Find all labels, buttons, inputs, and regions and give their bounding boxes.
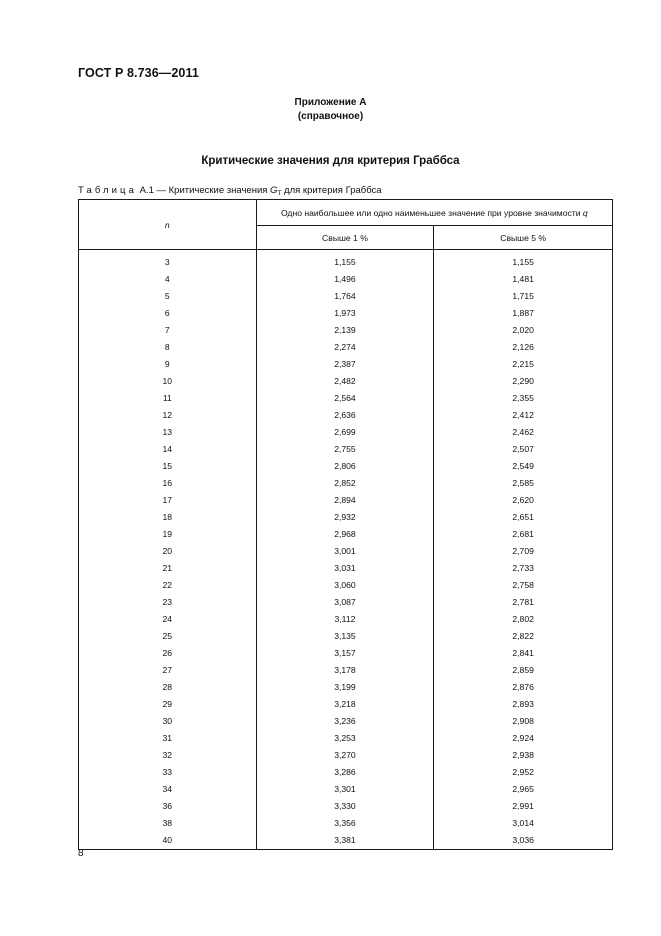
cell-n: 8 (79, 339, 257, 356)
cell-n: 5 (79, 288, 257, 305)
cell-n: 15 (79, 458, 257, 475)
cell-value-5-percent: 2,709 (434, 543, 613, 560)
cell-value-1-percent: 2,852 (256, 475, 434, 492)
table-row (79, 815, 613, 832)
cell-n: 7 (79, 322, 257, 339)
cell-n: 4 (79, 271, 257, 288)
appendix-type: (справочное) (297, 111, 364, 122)
cell-n: 14 (79, 441, 257, 458)
cell-n: 10 (79, 373, 257, 390)
column-group-header-text: Одно наибольшее или одно наименьшее значение при уровне значимости (280, 207, 583, 218)
cell-n: 3 (79, 254, 257, 271)
cell-n: 32 (79, 747, 257, 764)
cell-value-1-percent: 3,157 (256, 645, 434, 662)
table-row (79, 458, 613, 475)
cell-value-5-percent: 2,924 (434, 730, 613, 747)
document-code: ГОСТ Р 8.736—2011 (78, 66, 199, 80)
cell-value-5-percent: 3,014 (434, 815, 613, 832)
cell-value-1-percent: 3,286 (256, 764, 434, 781)
cell-n: 18 (79, 509, 257, 526)
table-row (79, 594, 613, 611)
cell-n: 23 (79, 594, 257, 611)
cell-value-5-percent: 2,412 (434, 407, 613, 424)
cell-value-1-percent: 3,356 (256, 815, 434, 832)
table-row (79, 356, 613, 373)
cell-n: 29 (79, 696, 257, 713)
cell-n: 28 (79, 679, 257, 696)
table-row (79, 543, 613, 560)
cell-n: 13 (79, 424, 257, 441)
cell-value-1-percent: 3,270 (256, 747, 434, 764)
cell-value-5-percent: 2,965 (434, 781, 613, 798)
cell-value-1-percent: 2,482 (256, 373, 434, 390)
cell-n: 31 (79, 730, 257, 747)
section-title: Критические значения для критерия Граббса (201, 155, 460, 167)
cell-value-5-percent: 1,481 (434, 271, 613, 288)
cell-n: 34 (79, 781, 257, 798)
cell-value-1-percent: 1,764 (256, 288, 434, 305)
table-row (79, 662, 613, 679)
table-row (79, 339, 613, 356)
table-body (79, 250, 613, 850)
table-caption (78, 185, 382, 197)
table-row (79, 526, 613, 543)
cell-value-1-percent: 3,330 (256, 798, 434, 815)
cell-value-5-percent: 1,715 (434, 288, 613, 305)
cell-n: 11 (79, 390, 257, 407)
cell-value-1-percent: 3,301 (256, 781, 434, 798)
cell-n: 6 (79, 305, 257, 322)
table-row (79, 509, 613, 526)
cell-n: 24 (79, 611, 257, 628)
column-group-header (256, 200, 612, 226)
table-row (79, 322, 613, 339)
table-row (79, 747, 613, 764)
cell-n: 12 (79, 407, 257, 424)
cell-value-5-percent: 2,781 (434, 594, 613, 611)
cell-value-1-percent: 2,636 (256, 407, 434, 424)
cell-value-1-percent: 2,564 (256, 390, 434, 407)
cell-value-5-percent: 3,036 (434, 832, 613, 850)
table-row (79, 475, 613, 492)
table-row (79, 424, 613, 441)
cell-value-1-percent: 2,968 (256, 526, 434, 543)
cell-n: 25 (79, 628, 257, 645)
cell-value-1-percent: 1,155 (256, 254, 434, 271)
column-header-n: n (79, 200, 257, 250)
table-row (79, 305, 613, 322)
cell-value-5-percent: 2,802 (434, 611, 613, 628)
cell-n: 22 (79, 577, 257, 594)
table-row (79, 730, 613, 747)
cell-value-5-percent: 2,893 (434, 696, 613, 713)
cell-n: 9 (79, 356, 257, 373)
cell-value-1-percent: 3,381 (256, 832, 434, 850)
cell-value-5-percent: 2,908 (434, 713, 613, 730)
cell-value-5-percent: 2,355 (434, 390, 613, 407)
cell-n: 20 (79, 543, 257, 560)
appendix-title: Приложение А (294, 97, 367, 108)
table-caption-number: А.1 (139, 185, 154, 196)
cell-value-1-percent: 3,135 (256, 628, 434, 645)
cell-value-1-percent: 2,755 (256, 441, 434, 458)
table-row (79, 832, 613, 850)
table-caption-text-before: — Критические значения (153, 185, 271, 196)
cell-value-5-percent: 2,859 (434, 662, 613, 679)
cell-value-5-percent: 2,758 (434, 577, 613, 594)
table-caption-symbol: G (270, 185, 278, 196)
cell-value-5-percent: 2,620 (434, 492, 613, 509)
table-caption-subscript: T (277, 190, 282, 197)
table-row (79, 798, 613, 815)
table-row (79, 560, 613, 577)
cell-value-5-percent: 2,952 (434, 764, 613, 781)
cell-value-5-percent: 2,938 (434, 747, 613, 764)
cell-value-5-percent: 2,733 (434, 560, 613, 577)
cell-value-5-percent: 2,462 (434, 424, 613, 441)
cell-value-5-percent: 2,290 (434, 373, 613, 390)
table-row (79, 254, 613, 271)
cell-value-1-percent: 3,218 (256, 696, 434, 713)
cell-value-1-percent: 3,112 (256, 611, 434, 628)
cell-n: 27 (79, 662, 257, 679)
cell-value-1-percent: 3,031 (256, 560, 434, 577)
table-row (79, 696, 613, 713)
cell-n: 38 (79, 815, 257, 832)
cell-n: 26 (79, 645, 257, 662)
cell-value-1-percent: 2,387 (256, 356, 434, 373)
column-group-header-symbol: q (582, 207, 588, 218)
table-row (79, 288, 613, 305)
cell-value-5-percent: 2,215 (434, 356, 613, 373)
cell-n: 19 (79, 526, 257, 543)
cell-n: 40 (79, 832, 257, 850)
cell-value-1-percent: 3,199 (256, 679, 434, 696)
cell-n: 21 (79, 560, 257, 577)
cell-value-1-percent: 3,236 (256, 713, 434, 730)
table-row (79, 679, 613, 696)
cell-n: 33 (79, 764, 257, 781)
table-row (79, 373, 613, 390)
table-caption-label: Таблица (78, 185, 137, 196)
table-row (79, 407, 613, 424)
cell-value-5-percent: 2,126 (434, 339, 613, 356)
table-caption-text-after: для критерия Граббса (281, 185, 382, 196)
cell-value-5-percent: 1,155 (434, 254, 613, 271)
cell-value-1-percent: 3,178 (256, 662, 434, 679)
appendix-heading (0, 96, 661, 124)
cell-n: 36 (79, 798, 257, 815)
cell-value-1-percent: 2,894 (256, 492, 434, 509)
cell-value-1-percent: 2,806 (256, 458, 434, 475)
table-row (79, 271, 613, 288)
table-row (79, 441, 613, 458)
table-row (79, 764, 613, 781)
cell-value-5-percent: 1,887 (434, 305, 613, 322)
cell-n: 30 (79, 713, 257, 730)
table-row (79, 628, 613, 645)
cell-value-5-percent: 2,841 (434, 645, 613, 662)
cell-n: 17 (79, 492, 257, 509)
cell-value-1-percent: 3,087 (256, 594, 434, 611)
cell-value-5-percent: 2,507 (434, 441, 613, 458)
table-row (79, 713, 613, 730)
cell-n: 16 (79, 475, 257, 492)
table-row (79, 492, 613, 509)
page-number: 8 (78, 848, 84, 859)
cell-value-1-percent: 2,932 (256, 509, 434, 526)
table-row (79, 577, 613, 594)
cell-value-5-percent: 2,585 (434, 475, 613, 492)
cell-value-5-percent: 2,681 (434, 526, 613, 543)
cell-value-1-percent: 1,973 (256, 305, 434, 322)
table-row (79, 390, 613, 407)
cell-value-5-percent: 2,549 (434, 458, 613, 475)
cell-value-1-percent: 2,139 (256, 322, 434, 339)
cell-value-5-percent: 2,876 (434, 679, 613, 696)
table-row (79, 781, 613, 798)
grubbs-critical-values-table (78, 199, 613, 850)
cell-value-1-percent: 3,060 (256, 577, 434, 594)
cell-value-1-percent: 3,253 (256, 730, 434, 747)
cell-value-5-percent: 2,020 (434, 322, 613, 339)
cell-value-1-percent: 1,496 (256, 271, 434, 288)
table-row (79, 611, 613, 628)
column-header-5-percent: Свыше 5 % (434, 226, 613, 250)
cell-value-1-percent: 2,274 (256, 339, 434, 356)
table-row (79, 645, 613, 662)
cell-value-1-percent: 3,001 (256, 543, 434, 560)
column-header-1-percent: Свыше 1 % (256, 226, 434, 250)
cell-value-5-percent: 2,991 (434, 798, 613, 815)
cell-value-5-percent: 2,822 (434, 628, 613, 645)
cell-value-5-percent: 2,651 (434, 509, 613, 526)
cell-value-1-percent: 2,699 (256, 424, 434, 441)
